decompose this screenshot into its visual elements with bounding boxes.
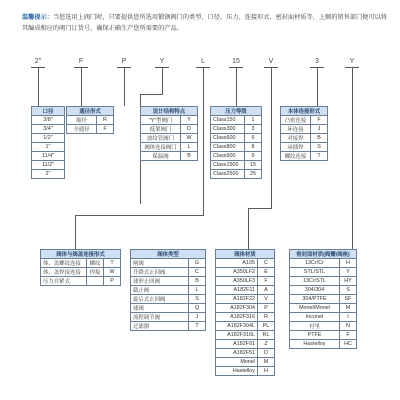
code-letter-size: 2" [34, 58, 42, 65]
valve-type-row-code: B [189, 277, 206, 286]
seal-row-code: I [340, 313, 357, 322]
seal-row-label: PTFE [290, 331, 340, 340]
seal-row-label: Inconel [290, 313, 340, 322]
valve-type-row-label: 球阀 [131, 304, 189, 313]
pressure-row-code: 6 [245, 134, 262, 143]
connector-size [38, 68, 39, 106]
bonnet-row-label: 压力自紧式 [41, 277, 87, 286]
design-table [140, 106, 198, 161]
material-row-label: A182F316 [216, 313, 258, 322]
material-row-label: A182F11 [216, 286, 258, 295]
end-row-label: 螺纹连接 [281, 152, 311, 161]
design-row-label: 阀体连接阀门 [141, 143, 181, 152]
connector-bonnet [75, 215, 204, 216]
material-row-label: Hastelloy [216, 367, 258, 376]
material-row-label: A350LF2 [216, 268, 258, 277]
connector-valve-type [140, 94, 163, 95]
end-connection-table [280, 106, 328, 161]
design-row-code: D [181, 125, 198, 134]
material-row-label: A182F304 [216, 304, 258, 313]
size-table [31, 106, 65, 179]
material-row-label: A182F91 [216, 340, 258, 349]
material-row-code: F [258, 277, 275, 286]
valve-type-row-label: 过滤器 [131, 322, 189, 331]
design-row-code: Y [181, 116, 198, 125]
valve-type-row-code: G [189, 259, 206, 268]
design-row-code: W [181, 134, 198, 143]
design-row-code: L [181, 143, 198, 152]
material-row-code: M [258, 358, 275, 367]
valve-type-row-label: 闸阀 [131, 259, 189, 268]
connector-seal [352, 68, 353, 249]
end-row-code: S [311, 143, 328, 152]
seal-row-label: 衬里 [290, 322, 340, 331]
seal-row-code: SF [340, 295, 357, 304]
design-row-code: B [181, 152, 198, 161]
pressure-row-code: 8 [245, 143, 262, 152]
seal-row-label: 13Cr/Cr [290, 259, 340, 268]
connector-design [124, 68, 125, 106]
valve-type-row-code: J [189, 313, 206, 322]
material-row-code: D [258, 349, 275, 358]
material-row-label: A350LF3 [216, 277, 258, 286]
material-row-label: A182F304L [216, 322, 258, 331]
size-row: 1/2" [32, 134, 65, 143]
seal-table [289, 249, 357, 349]
material-row-code: H [258, 367, 275, 376]
material-row-code: P [258, 304, 275, 313]
bore-header: 通径形式 [67, 107, 114, 116]
design-row-label: 低架阀门 [141, 125, 181, 134]
material-row-code: C [258, 259, 275, 268]
bonnet-row-code: T [104, 259, 121, 268]
size-row: 3/8" [32, 116, 65, 125]
pressure-row-code: 15 [245, 161, 262, 170]
connector-end [317, 68, 318, 106]
connector-valve-type [162, 68, 163, 94]
size-row: 11/2" [32, 161, 65, 170]
material-row-code: PL [258, 322, 275, 331]
pressure-row-label: Class600 [211, 134, 245, 143]
seal-row-code: HY [340, 277, 357, 286]
bore-row-code: F [97, 125, 114, 134]
end-row-code: T [311, 152, 328, 161]
material-row-code: A [258, 286, 275, 295]
size-row: 3/4" [32, 125, 65, 134]
material-row-label: A182F51 [216, 349, 258, 358]
pressure-row-code: 3 [245, 125, 262, 134]
size-row: 11/4" [32, 152, 65, 161]
bonnet-row-short: 螺纹 [87, 259, 104, 268]
valve-type-row-code: L [189, 286, 206, 295]
valve-type-row-code: S [189, 295, 206, 304]
bonnet-row-label: 体、盖螺纹连接 [41, 259, 87, 268]
end-row-code: B [311, 134, 328, 143]
valve-type-row-label: 旋启式止回阀 [131, 295, 189, 304]
connector-bore [81, 68, 82, 106]
valve-type-row-label: 流程调节阀 [131, 313, 189, 322]
seal-row-label: 304/PTFE [290, 295, 340, 304]
connector-bonnet [203, 68, 204, 215]
valve-type-table [130, 249, 206, 331]
design-row-label: 波纹管阀门 [141, 134, 181, 143]
material-row-code: V [258, 295, 275, 304]
bonnet-row-code: W [104, 268, 121, 277]
material-header: 阀体材质 [216, 250, 275, 259]
seal-row-label: STL/STL [290, 268, 340, 277]
bonnet-row-short [87, 277, 104, 286]
design-row-label: "Y"型阀门 [141, 116, 181, 125]
design-row-label: 保温阀 [141, 152, 181, 161]
material-row-code: Z [258, 340, 275, 349]
valve-type-row-label: 截止阀 [131, 286, 189, 295]
end-row-label: 凸密连接 [281, 116, 311, 125]
bonnet-header: 阀体与阀盖连接形式 [41, 250, 121, 259]
seal-row-label: 13Cr/STL [290, 277, 340, 286]
code-letter-end: 3 [315, 58, 319, 65]
end-row-label: 对接焊 [281, 134, 311, 143]
bonnet-table [40, 249, 121, 286]
pressure-row-code: 25 [245, 170, 262, 179]
code-letter-seal: Y [349, 58, 355, 65]
code-letter-material: V [268, 58, 274, 65]
material-row-label: A182F22 [216, 295, 258, 304]
end-row-code: F [311, 116, 328, 125]
code-letter-pressure: 15 [232, 58, 240, 65]
pressure-row-code: 1 [245, 116, 262, 125]
size-row: 1" [32, 143, 65, 152]
valve-type-row-label: 升降式止回阀 [131, 268, 189, 277]
seal-row-label: Monel/Monel [290, 304, 340, 313]
bonnet-row-label: 体、盖焊接连接 [41, 268, 87, 277]
connector-bonnet [75, 215, 76, 249]
code-letter-bore: F [78, 58, 84, 65]
seal-row-code: M [340, 304, 357, 313]
seal-header: 密封面材质(阀瓣/阀座) [290, 250, 357, 259]
valve-type-row-label: 球形止回阀 [131, 277, 189, 286]
seal-row-code: F [340, 331, 357, 340]
bore-table [66, 106, 114, 134]
code-letter-bonnet: L [201, 58, 205, 65]
valve-type-row-code: C [189, 268, 206, 277]
seal-row-code: HC [340, 340, 357, 349]
material-row-code: R [258, 313, 275, 322]
seal-row-code: Y [340, 268, 357, 277]
pressure-row-code: 9 [245, 152, 262, 161]
connector-material [248, 208, 249, 249]
connector-pressure [236, 68, 237, 106]
size-row: 2" [32, 170, 65, 179]
size-header: 口径 [32, 107, 65, 116]
valve-type-row-code: Q [189, 304, 206, 313]
bonnet-row-code: P [104, 277, 121, 286]
pressure-row-label: Class300 [211, 125, 245, 134]
material-row-code: E [258, 268, 275, 277]
seal-row-code: S [340, 286, 357, 295]
bore-row-code: R [97, 116, 114, 125]
valve-type-row-code: T [189, 322, 206, 331]
bore-row-label: 全通径 [67, 125, 97, 134]
pressure-row-label: Class150 [211, 116, 245, 125]
code-letter-design: P [121, 58, 127, 65]
material-row-label: Monel [216, 358, 258, 367]
connector-material [271, 68, 272, 208]
seal-row-code: H [340, 259, 357, 268]
end-row-code: J [311, 125, 328, 134]
pressure-table [210, 106, 262, 179]
intro-text: 当您选用上阀门时，只要提供您所选用锻钢阀门的类型、口径、压力、连接形式、密封面材质等，上顺的销售部门便可以将其编成相应的阀门订货号，确保正确生产您所需要的产品。 [22, 14, 388, 32]
seal-row-label: 304/304 [290, 286, 340, 295]
pressure-header: 压力等级 [211, 107, 262, 116]
material-row-label: A182F316L [216, 331, 258, 340]
end-header: 本体连接形式 [281, 107, 328, 116]
pressure-row-label: Class800 [211, 143, 245, 152]
material-table [215, 249, 275, 376]
seal-row-label: Hastelloy [290, 340, 340, 349]
intro-label: 温馨提示： [22, 14, 53, 21]
material-row-label: A105 [216, 259, 258, 268]
connector-material [248, 208, 272, 209]
bore-row-label: 缩径 [67, 116, 97, 125]
pressure-row-label: Class2500 [211, 170, 245, 179]
seal-row-code: N [340, 322, 357, 331]
valve-type-header: 阀体类型 [131, 250, 206, 259]
pressure-row-label: Class900 [211, 152, 245, 161]
design-header: 设计结构特点 [141, 107, 198, 116]
intro-note [22, 12, 392, 34]
end-row-label: 环连接 [281, 125, 311, 134]
pressure-row-label: Class1500 [211, 161, 245, 170]
end-row-label: 承插焊 [281, 143, 311, 152]
bonnet-row-short: 焊接 [87, 268, 104, 277]
material-row-code: RL [258, 331, 275, 340]
code-letter-valve-type: Y [159, 58, 165, 65]
